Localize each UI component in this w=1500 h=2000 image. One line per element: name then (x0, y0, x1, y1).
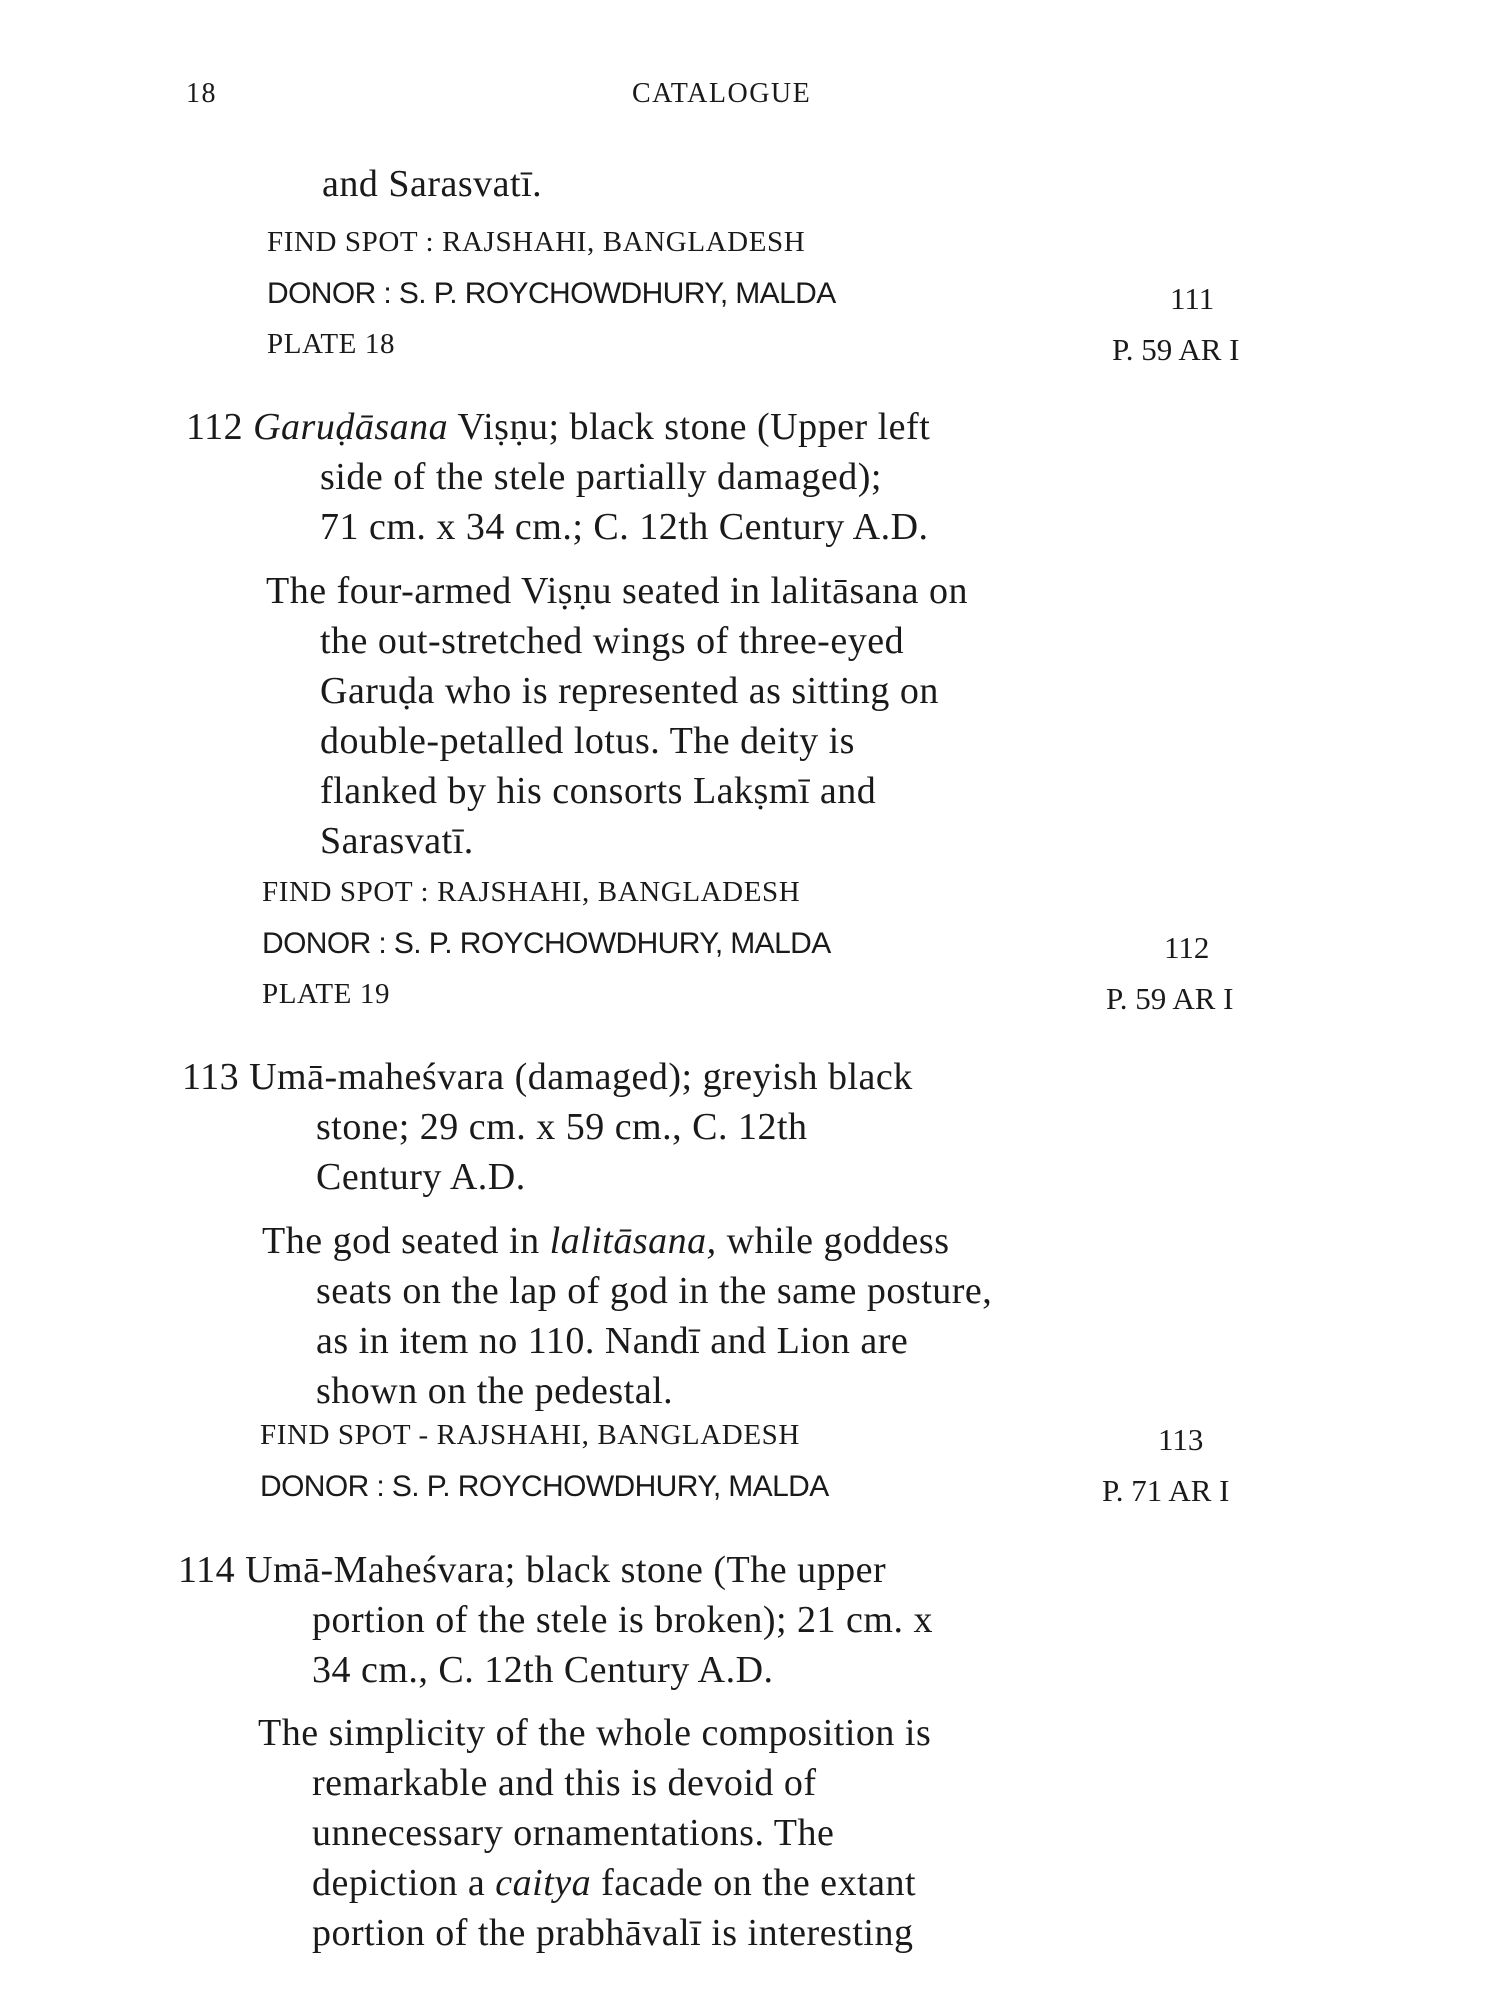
entry-112-desc-line-5: flanked by his consorts Lakṣmī and (320, 770, 877, 812)
entry-114-desc-line-1: The simplicity of the whole composition is (258, 1712, 932, 1754)
entry-112-title (186, 402, 930, 552)
page-number: 18 (186, 78, 217, 109)
entry-113-desc-post: while goddess (716, 1220, 950, 1262)
entry-113-title-line-1-text: Umā-maheśvara (damaged); greyish black (249, 1056, 913, 1098)
entry-112-desc-line-1: The four-armed Viṣṇu seated in lalitāsana on (266, 570, 969, 612)
entry-112-title-line-1 (186, 402, 930, 452)
entry-112-title-line-2: side of the stele partially damaged); (320, 456, 882, 498)
entry-114-title (178, 1545, 933, 1695)
entry-114-desc-line-3: unnecessary ornamentations. The (312, 1812, 835, 1854)
entry-113-title-line-3: Century A.D. (316, 1156, 526, 1198)
entry-112-number: 112 (186, 406, 244, 448)
entry-112-desc-line-4: double-petalled lotus. The deity is (320, 720, 855, 762)
entry-113-desc-line-1 (262, 1216, 992, 1266)
entry-111-continuation: and Sarasvatī. (322, 163, 543, 205)
entry-112-ref-number: 112 (1164, 930, 1210, 965)
entry-112-desc-line-3: Garuḍa who is represented as sitting on (320, 670, 939, 712)
entry-114-title-line-1 (178, 1545, 933, 1595)
entry-113-find-spot: FIND SPOT - RAJSHAHI, BANGLADESH (260, 1419, 800, 1451)
entry-112-desc-line-2: the out-stretched wings of three-eyed (320, 620, 905, 662)
entry-112-donor: DONOR : S. P. ROYCHOWDHURY, MALDA (262, 927, 831, 960)
entry-111-plate: PLATE 18 (267, 328, 396, 360)
entry-113-title-line-1 (182, 1052, 913, 1102)
entry-113-desc-pre: The god seated in (262, 1220, 550, 1262)
entry-112-ref-code: P. 59 AR I (1106, 981, 1234, 1016)
entry-114-desc-pre: depiction a (312, 1862, 496, 1904)
entry-112-title-rest: Viṣṇu; black stone (Upper left (448, 406, 931, 448)
entry-112-description (266, 566, 968, 866)
entry-113-number: 113 (182, 1056, 240, 1098)
entry-114-desc-italic: caitya (495, 1862, 592, 1904)
entry-111-ref-code: P. 59 AR I (1112, 332, 1240, 367)
entry-113-title-line-2: stone; 29 cm. x 59 cm., C. 12th (316, 1106, 808, 1148)
running-title: CATALOGUE (632, 78, 812, 109)
entry-114-desc-line-5: portion of the prabhāvalī is interesting (312, 1912, 914, 1954)
entry-113-desc-line-2: seats on the lap of god in the same posture, (316, 1270, 993, 1312)
entry-113-ref-code: P. 71 AR I (1102, 1473, 1230, 1508)
entry-114-number: 114 (178, 1549, 236, 1591)
entry-113-desc-italic: lalitāsana, (549, 1220, 717, 1262)
entry-111-find-spot: FIND SPOT : RAJSHAHI, BANGLADESH (267, 226, 806, 258)
entry-112-find-spot: FIND SPOT : RAJSHAHI, BANGLADESH (262, 876, 801, 908)
entry-111-donor: DONOR : S. P. ROYCHOWDHURY, MALDA (267, 277, 836, 310)
entry-114-description (258, 1708, 931, 1958)
entry-113-desc-line-4: shown on the pedestal. (316, 1370, 674, 1412)
entry-113-ref-number: 113 (1158, 1422, 1204, 1457)
entry-113-description (262, 1216, 992, 1416)
entry-113-title (182, 1052, 913, 1202)
entry-114-title-line-1-text: Umā-Maheśvara; black stone (The upper (245, 1549, 887, 1591)
entry-114-title-line-3: 34 cm., C. 12th Century A.D. (312, 1649, 774, 1691)
entry-112-desc-line-6: Sarasvatī. (320, 820, 474, 862)
entry-114-desc-line-4 (258, 1858, 931, 1908)
entry-114-desc-line-2: remarkable and this is devoid of (312, 1762, 817, 1804)
entry-112-title-italic: Garuḍāsana (253, 406, 449, 448)
entry-114-desc-post: facade on the extant (591, 1862, 917, 1904)
entry-113-desc-line-3: as in item no 110. Nandī and Lion are (316, 1320, 909, 1362)
entry-114-title-line-2: portion of the stele is broken); 21 cm. x (312, 1599, 933, 1641)
entry-112-title-line-3: 71 cm. x 34 cm.; C. 12th Century A.D. (320, 506, 929, 548)
entry-111-ref-number: 111 (1170, 281, 1215, 316)
entry-113-donor: DONOR : S. P. ROYCHOWDHURY, MALDA (260, 1470, 829, 1503)
entry-112-plate: PLATE 19 (262, 978, 391, 1010)
